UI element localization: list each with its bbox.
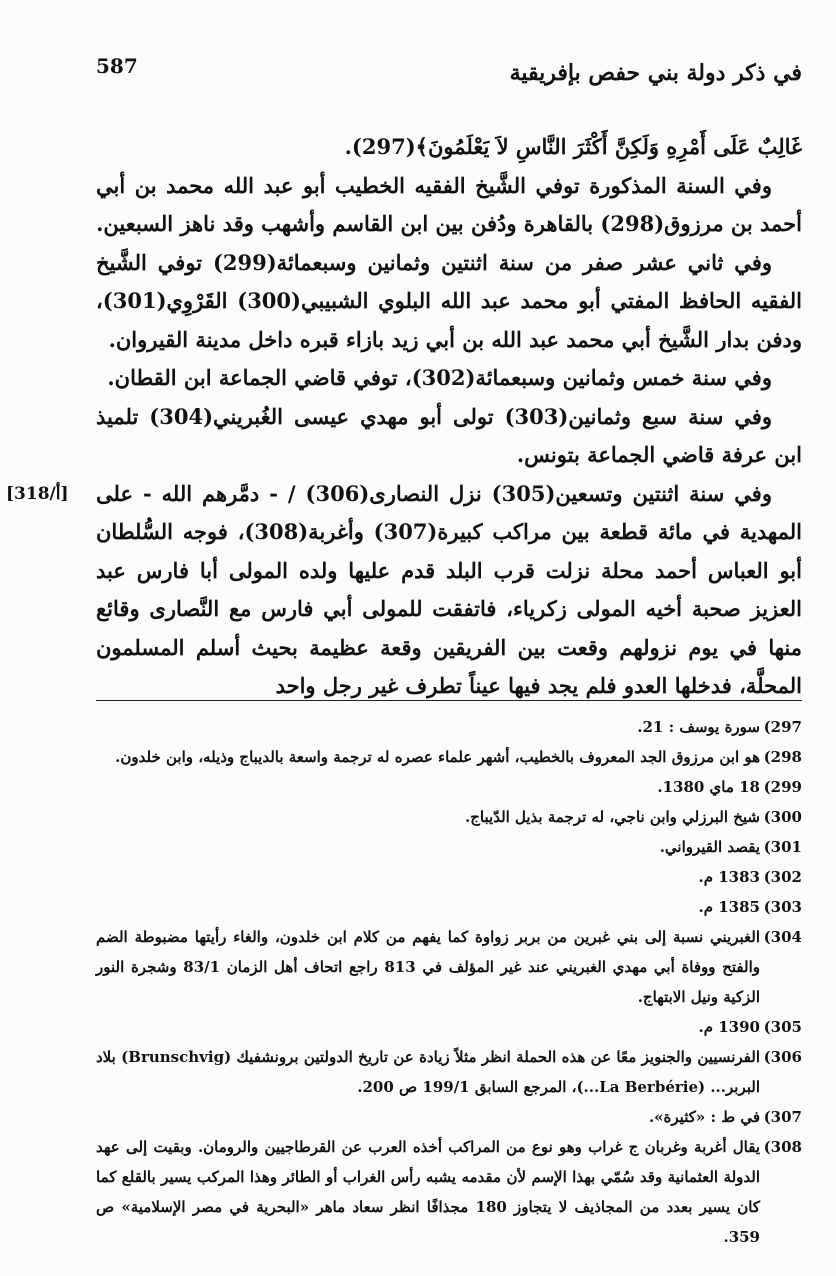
footnote-text: الغبريني نسبة إلى بني غبرين من بربر زواوة كما يفهم من كلام ابن خلدون، والغاء رأيتها مضبوطة الضم والفتح ووفاة أبي مهدي الغبريني عند غير المؤلف في 813 راجع اتحاف أهل الزمان 83/1 وشجرة النور الزكية ونيل الابتهاج. [96, 928, 760, 1006]
footnote [96, 1042, 802, 1102]
footnote [96, 742, 802, 772]
footnote-text: 1390 م. [698, 1018, 760, 1036]
footnote-divider [96, 700, 802, 701]
margin-folio-note: [318/أ] [6, 484, 69, 504]
footnote-number: (306 [763, 1048, 802, 1066]
paragraph: وفي ثاني عشر صفر من سنة اثنتين وثمانين وسبعمائة(299) توفي الشَّيخ الفقيه الحافظ المفتي أبو محمد عبد الله البلوي الشبيبي(300) القَرْوِي(301)، ودفن بدار الشَّيخ أبي محمد عبد الله بن أبي زيد بازاء قبره داخل مدينة القيروان. [96, 249, 802, 352]
paragraph: وفي السنة المذكورة توفي الشَّيخ الفقيه الخطيب أبو عبد الله محمد بن أبي أحمد بن مرزوق(298) بالقاهرة ودُفن بين ابن القاسم وأشهب وقد ناهز السبعين. [96, 172, 802, 236]
footnote-text: يقال أغربة وغربان ج غراب وهو نوع من المراكب أخذه العرب عن القرطاجيين والرومان. وبقيت إلى عهد الدولة العثمانية وقد سُمّي بهذا الإسم لأن مقدمه يشبه رأس الغراب أو الطائر وهذا المركب يسير بالقلع كما كان يسير بعدد من المجاذيف لا يتجاوز 180 مجذافًا انظر سعاد ماهر «البحرية في مصر الإسلامية» ص 359. [96, 1138, 760, 1246]
footnote-text: سورة يوسف : 21. [637, 718, 760, 736]
footnote-number: (297 [763, 718, 802, 736]
footnote-text: شيخ البرزلي وابن ناجي، له ترجمة بذيل الدّيباج. [465, 808, 760, 826]
paragraph-quran-verse: غَالِبٌ عَلَى أَمْرِهِ وَلَكِنَّ أَكْثَرَ النَّاسِ لاَ يَعْلَمُونَ﴾(297). [344, 134, 802, 159]
footnote [96, 712, 802, 742]
footnote-number: (305 [763, 1018, 802, 1036]
footnote [96, 922, 802, 1012]
main-text [96, 128, 802, 706]
footnote-number: (299 [763, 778, 802, 796]
footnote-number: (303 [763, 898, 802, 916]
footnote-number: (301 [763, 838, 802, 856]
footnotes [96, 712, 802, 1252]
footnote-number: (302 [763, 868, 802, 886]
footnote [96, 1102, 802, 1132]
paragraph: وفي سنة سبع وثمانين(303) تولى أبو مهدي عيسى الغُبريني(304) تلميذ ابن عرفة قاضي الجماعة بتونس. [96, 403, 802, 467]
footnote-number: (298 [763, 748, 802, 766]
footnote [96, 862, 802, 892]
footnote-number: (308 [763, 1138, 802, 1156]
footnote-number: (307 [763, 1108, 802, 1126]
footnote-text: 1385 م. [698, 898, 760, 916]
footnote [96, 1132, 802, 1252]
footnote-number: (300 [763, 808, 802, 826]
footnote-text: يقصد القيرواني. [659, 838, 760, 856]
footnote-text: 1383 م. [698, 868, 760, 886]
footnote [96, 772, 802, 802]
footnote-text: 18 ماي 1380. [657, 778, 760, 796]
paragraph: وفي سنة خمس وثمانين وسبعمائة(302)، توفي قاضي الجماعة ابن القطان. [107, 365, 772, 390]
footnote [96, 1012, 802, 1042]
footnote [96, 832, 802, 862]
page-number: 587 [96, 54, 138, 78]
footnote-text: هو ابن مرزوق الجد المعروف بالخطيب، أشهر علماء عصره له ترجمة واسعة بالديباج وذيله، وابن خلدون. [115, 748, 760, 766]
footnote-text: الفرنسيين والجنويز معًا عن هذه الحملة انظر مثلاً زيادة عن تاريخ الدولتين برونشفيك (Brunschvig) بلاد البربر... (La Berbérie...)، المرجع السابق 199/1 ص 200. [96, 1048, 761, 1096]
running-title: في ذكر دولة بني حفص بإفريقية [509, 60, 802, 86]
footnote [96, 892, 802, 922]
footnote [96, 802, 802, 832]
footnote-number: (304 [763, 928, 802, 946]
paragraph: وفي سنة اثنتين وتسعين(305) نزل النصارى(306) / - دمَّرهم الله - على المهدية في مائة قطعة بين مراكب كبيرة(307) وأغربة(308)، فوجه السُّلطان أبو العباس أحمد محلة نزلت قرب البلد قدم عليها ولده المولى أبا فارس عبد العزيز صحبة أخيه المولى زكرياء، فاتفقت للمولى أبي فارس مع النَّصارى وقائع منها في يوم نزولهم وقعت بين الفريقين وقعة عظيمة بحيث أسلم المسلمون المحلَّة، فدخلها العدو فلم يجد فيها عيناً تطرف غير رجل واحد [96, 480, 802, 698]
footnote-text: في ط : «كثيرة». [648, 1108, 760, 1126]
